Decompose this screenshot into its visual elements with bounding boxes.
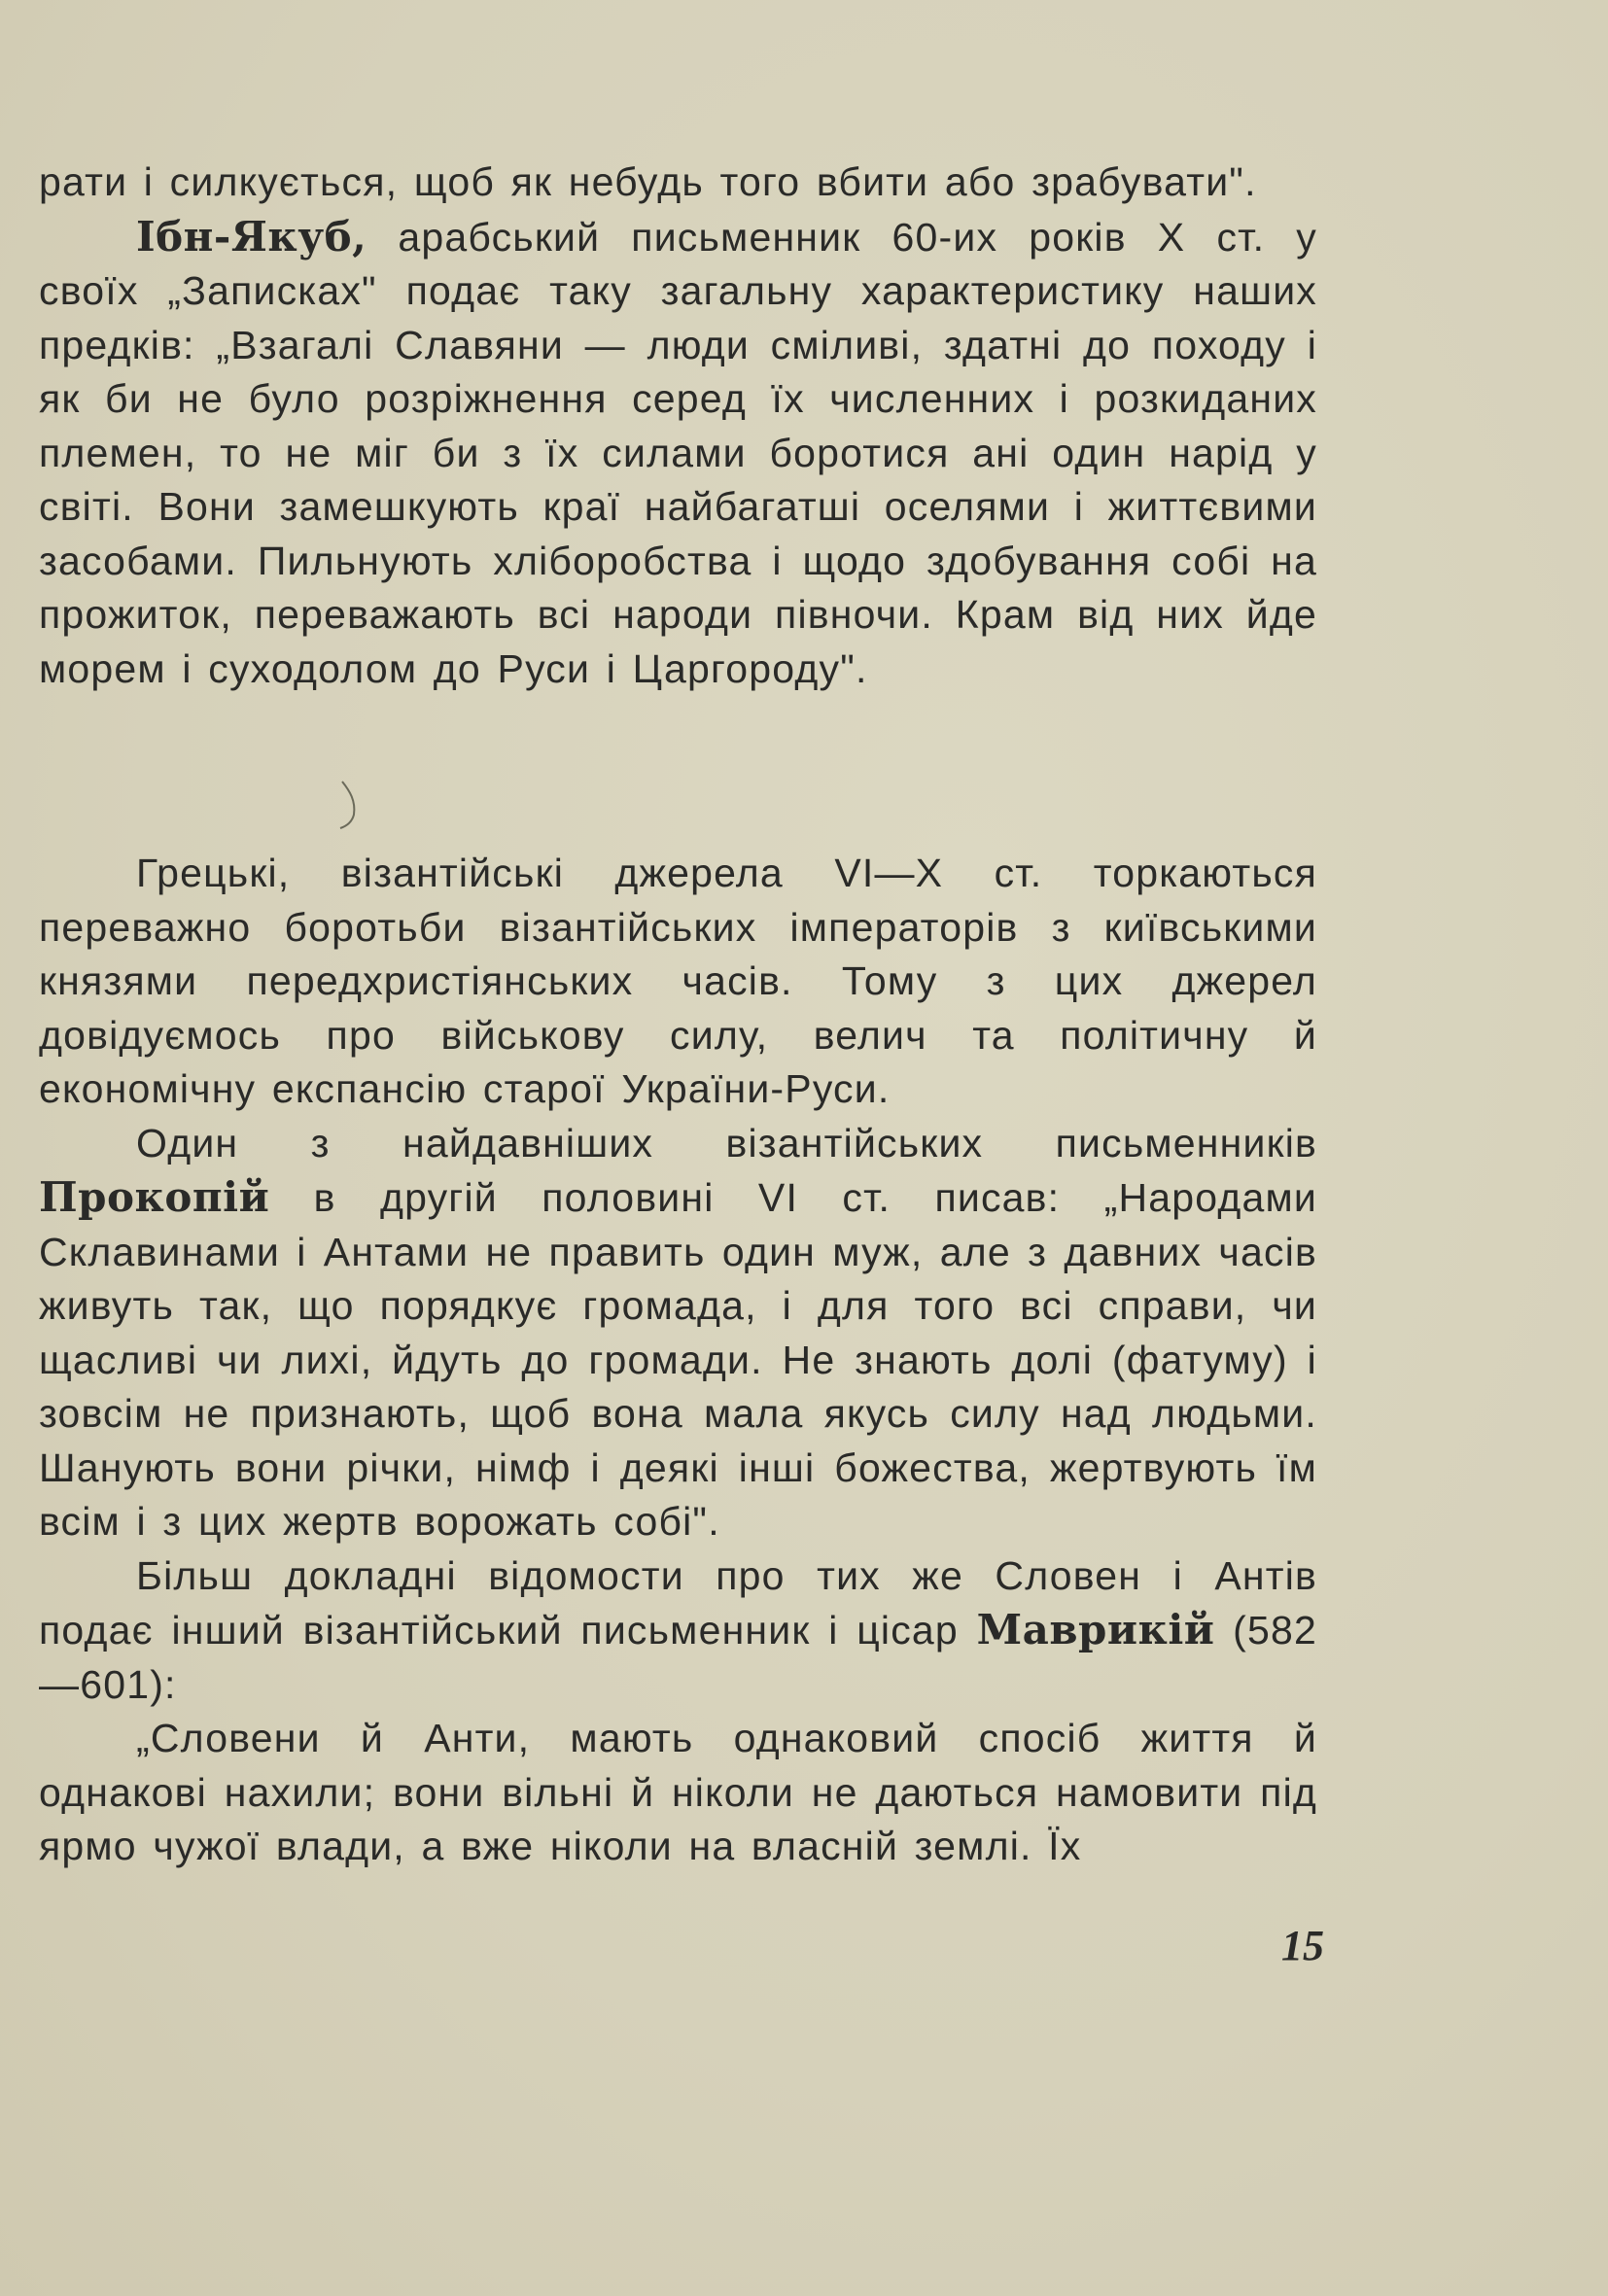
paragraph-procopius-intro: Один з найдавніших візантійських письменників (136, 1120, 1317, 1165)
text-block-main (39, 847, 1317, 1874)
paragraph-quote-slavs: „Словени й Анти, мають однаковий спосіб життя й однакові нахили; вони вільні й ніколи не даються намовити під ярмо чужої влади, а вже ніколи на власній землі. Їх (39, 1716, 1317, 1868)
name-ibn-yakub: Ібн-Якуб, (136, 212, 367, 261)
paragraph-maurice (39, 1549, 1317, 1713)
text-block-top (39, 156, 1317, 696)
paragraph-greek-sources: Грецькі, візантійські джерела VI—X ст. торкаються переважно боротьби візантійських імператорів з київськими князями передхристіянських часів. Тому з цих джерел довідуємось про військову силу, велич та політичну й економічну експансію старої України-Руси. (39, 851, 1317, 1111)
paragraph-ibn-yakub-text: арабський письменник 60-их років Х ст. у своїх „Записках" подає таку загальну характеристику наших предків: „Взагалі Славяни — люди сміливі, здатні до походу і як би не було розріжнення серед їх численних і розкиданих племен, то не міг би з їх силами боротися ані один нарід у світі. Вони замешкують краї найбагатші оселями і життєвими засобами. Пильнують хліборобства і щодо здобування собі на прожиток, переважають всі народи півночи. Крам від них йде морем і суходолом до Руси і Царгороду". (39, 214, 1317, 691)
name-maurice: Маврикій (976, 1606, 1215, 1653)
page-number: 15 (1281, 1922, 1324, 1969)
paragraph-ibn-yakub (39, 210, 1317, 697)
paragraph-procopius-text: в другій половині VI ст. писав: „Народами Склавинами і Антами не править один муж, але з давних часів живуть так, що порядкує громада, і для того всі справи, чи щасливі чи лихі, йдуть до громади. Не знають долі (фатуму) і зовсім не признають, щоб вона мала якусь силу над людьми. Шанують вони річки, німф і деякі інші божества, жертвують їм всім і з цих жертв ворожать собі". (39, 1175, 1317, 1544)
handwritten-mark (336, 778, 366, 836)
paragraph-procopius (39, 1117, 1317, 1549)
paragraph-continuation: рати і силкується, щоб як небудь того вбити або зрабувати". (39, 159, 1257, 204)
paragraph-maurice-intro: Більш докладні відомости про тих же Словен і Антів подає інший візантійський письменник і цісар (39, 1552, 1317, 1652)
paragraph-maurice-text: (582—601): (39, 1608, 1318, 1707)
name-procopius: Прокопій (39, 1173, 270, 1221)
